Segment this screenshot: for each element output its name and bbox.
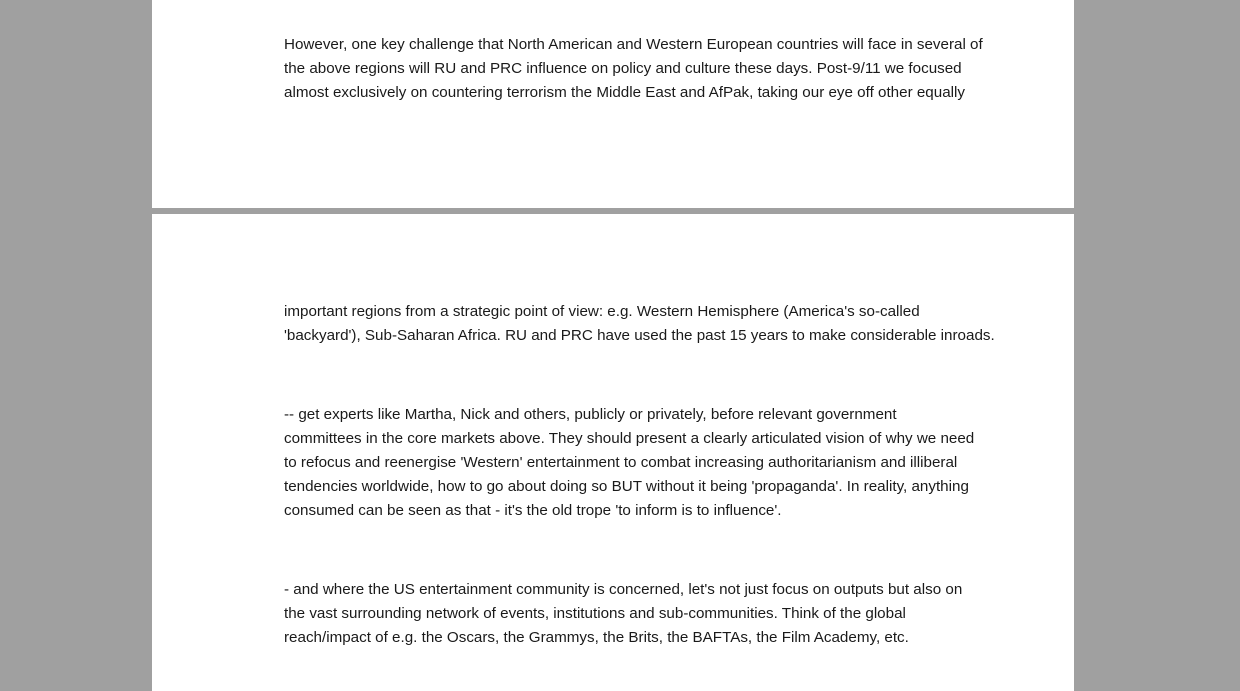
document-page-2[interactable] (152, 214, 1074, 691)
text-line: tendencies worldwide, how to go about doing so BUT without it being 'propaganda'. In reality, anything (284, 478, 969, 495)
text-line: committees in the core markets above. They should present a clearly articulated vision of why we need (284, 430, 975, 447)
text-line: consumed can be seen as that - it's the old trope 'to inform is to influence'. (284, 502, 782, 519)
document-page-1[interactable] (152, 0, 1074, 208)
text-line: reach/impact of e.g. the Oscars, the Grammys, the Brits, the BAFTAs, the Film Academy, etc. (284, 629, 909, 646)
text-line: the above regions will RU and PRC influence on policy and culture these days. Post-9/11 we focused (284, 60, 962, 77)
text-line: almost exclusively on countering terrorism the Middle East and AfPak, taking our eye off other equally (284, 84, 965, 101)
text-line: 'backyard'), Sub-Saharan Africa. RU and PRC have used the past 15 years to make considerable inroads. (284, 327, 995, 344)
text-line: - and where the US entertainment community is concerned, let's not just focus on outputs but also on (284, 581, 963, 598)
text-line: However, one key challenge that North American and Western European countries will face in several of (284, 36, 983, 53)
text-line: to refocus and reenergise 'Western' entertainment to combat increasing authoritarianism and illiberal (284, 454, 958, 471)
paragraph-entertainment (284, 578, 1019, 650)
paragraph-challenge (284, 33, 1019, 105)
paragraph-experts (284, 403, 1019, 523)
paragraph-regions (284, 300, 1019, 348)
text-line: important regions from a strategic point of view: e.g. Western Hemisphere (America's so-called (284, 303, 920, 320)
text-line: the vast surrounding network of events, institutions and sub-communities. Think of the global (284, 605, 906, 622)
text-line: -- get experts like Martha, Nick and others, publicly or privately, before relevant government (284, 406, 897, 423)
